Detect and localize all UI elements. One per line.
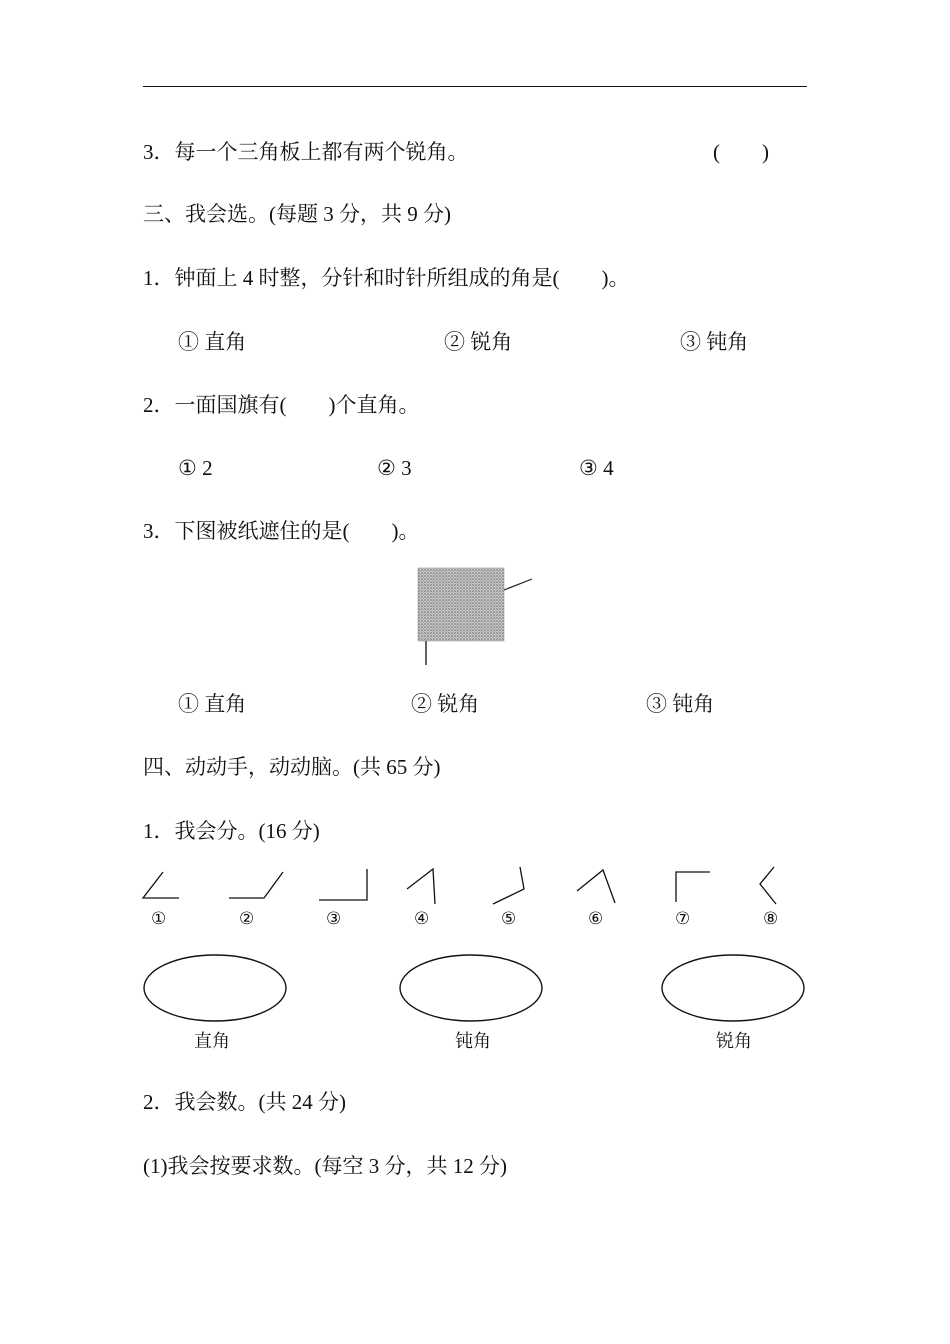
q1-option-1[interactable]: ① 直角 bbox=[178, 330, 247, 354]
angle-label-2: ② bbox=[239, 909, 255, 928]
q2-option-3[interactable]: ③ 4 bbox=[579, 456, 614, 480]
count-task-subtitle: (1)我会按要求数。(每空 3 分，共 12 分) bbox=[143, 1154, 507, 1178]
q1-option-2[interactable]: ② 锐角 bbox=[444, 330, 513, 354]
choice-question-3: 3．下图被纸遮住的是( )。 bbox=[143, 519, 420, 543]
q2-option-2[interactable]: ② 3 bbox=[377, 456, 412, 480]
q3-option-2[interactable]: ② 锐角 bbox=[411, 692, 480, 716]
count-task-title: 2．我会数。(共 24 分) bbox=[143, 1090, 346, 1114]
bin-label-obtuse: 钝角 bbox=[455, 1031, 491, 1051]
q2-option-1[interactable]: ① 2 bbox=[178, 456, 213, 480]
section-4-title: 四、动动手，动动脑。(共 65 分) bbox=[143, 755, 441, 779]
bin-label-right: 直角 bbox=[194, 1031, 230, 1051]
angle-8 bbox=[760, 867, 776, 904]
angle-3 bbox=[319, 869, 367, 900]
angle-label-8: ⑧ bbox=[763, 909, 779, 928]
tf-question-3: 3．每一个三角板上都有两个锐角。 bbox=[143, 140, 469, 164]
sort-task-title: 1．我会分。(16 分) bbox=[143, 819, 320, 843]
q1-option-3[interactable]: ③ 钝角 bbox=[680, 330, 749, 354]
answer-bracket[interactable]: ( ) bbox=[713, 140, 769, 164]
angle-label-3: ③ bbox=[326, 909, 342, 928]
angle-2 bbox=[229, 872, 283, 898]
bin-label-acute: 锐角 bbox=[716, 1031, 752, 1051]
choice-question-2: 2．一面国旗有( )个直角。 bbox=[143, 393, 420, 417]
angle-5 bbox=[493, 867, 524, 904]
acute-angle-bin bbox=[662, 955, 804, 1021]
q3-option-1[interactable]: ① 直角 bbox=[178, 692, 247, 716]
angle-7 bbox=[676, 872, 710, 902]
choice-question-1: 1．钟面上 4 时整，分针和时针所组成的角是( )。 bbox=[143, 266, 630, 290]
right-angle-bin bbox=[144, 955, 286, 1021]
angle-6 bbox=[577, 870, 615, 903]
obtuse-angle-bin bbox=[400, 955, 542, 1021]
angle-label-1: ① bbox=[151, 909, 167, 928]
angle-label-4: ④ bbox=[414, 909, 430, 928]
angle-label-5: ⑤ bbox=[501, 909, 517, 928]
section-3-title: 三、我会选。(每题 3 分，共 9 分) bbox=[143, 202, 451, 226]
angle-4 bbox=[407, 869, 435, 904]
angle-label-6: ⑥ bbox=[588, 909, 604, 928]
q3-option-3[interactable]: ③ 钝角 bbox=[646, 692, 715, 716]
sorting-ellipses bbox=[0, 940, 950, 1040]
angle-label-7: ⑦ bbox=[675, 909, 691, 928]
angle-1 bbox=[143, 872, 179, 898]
